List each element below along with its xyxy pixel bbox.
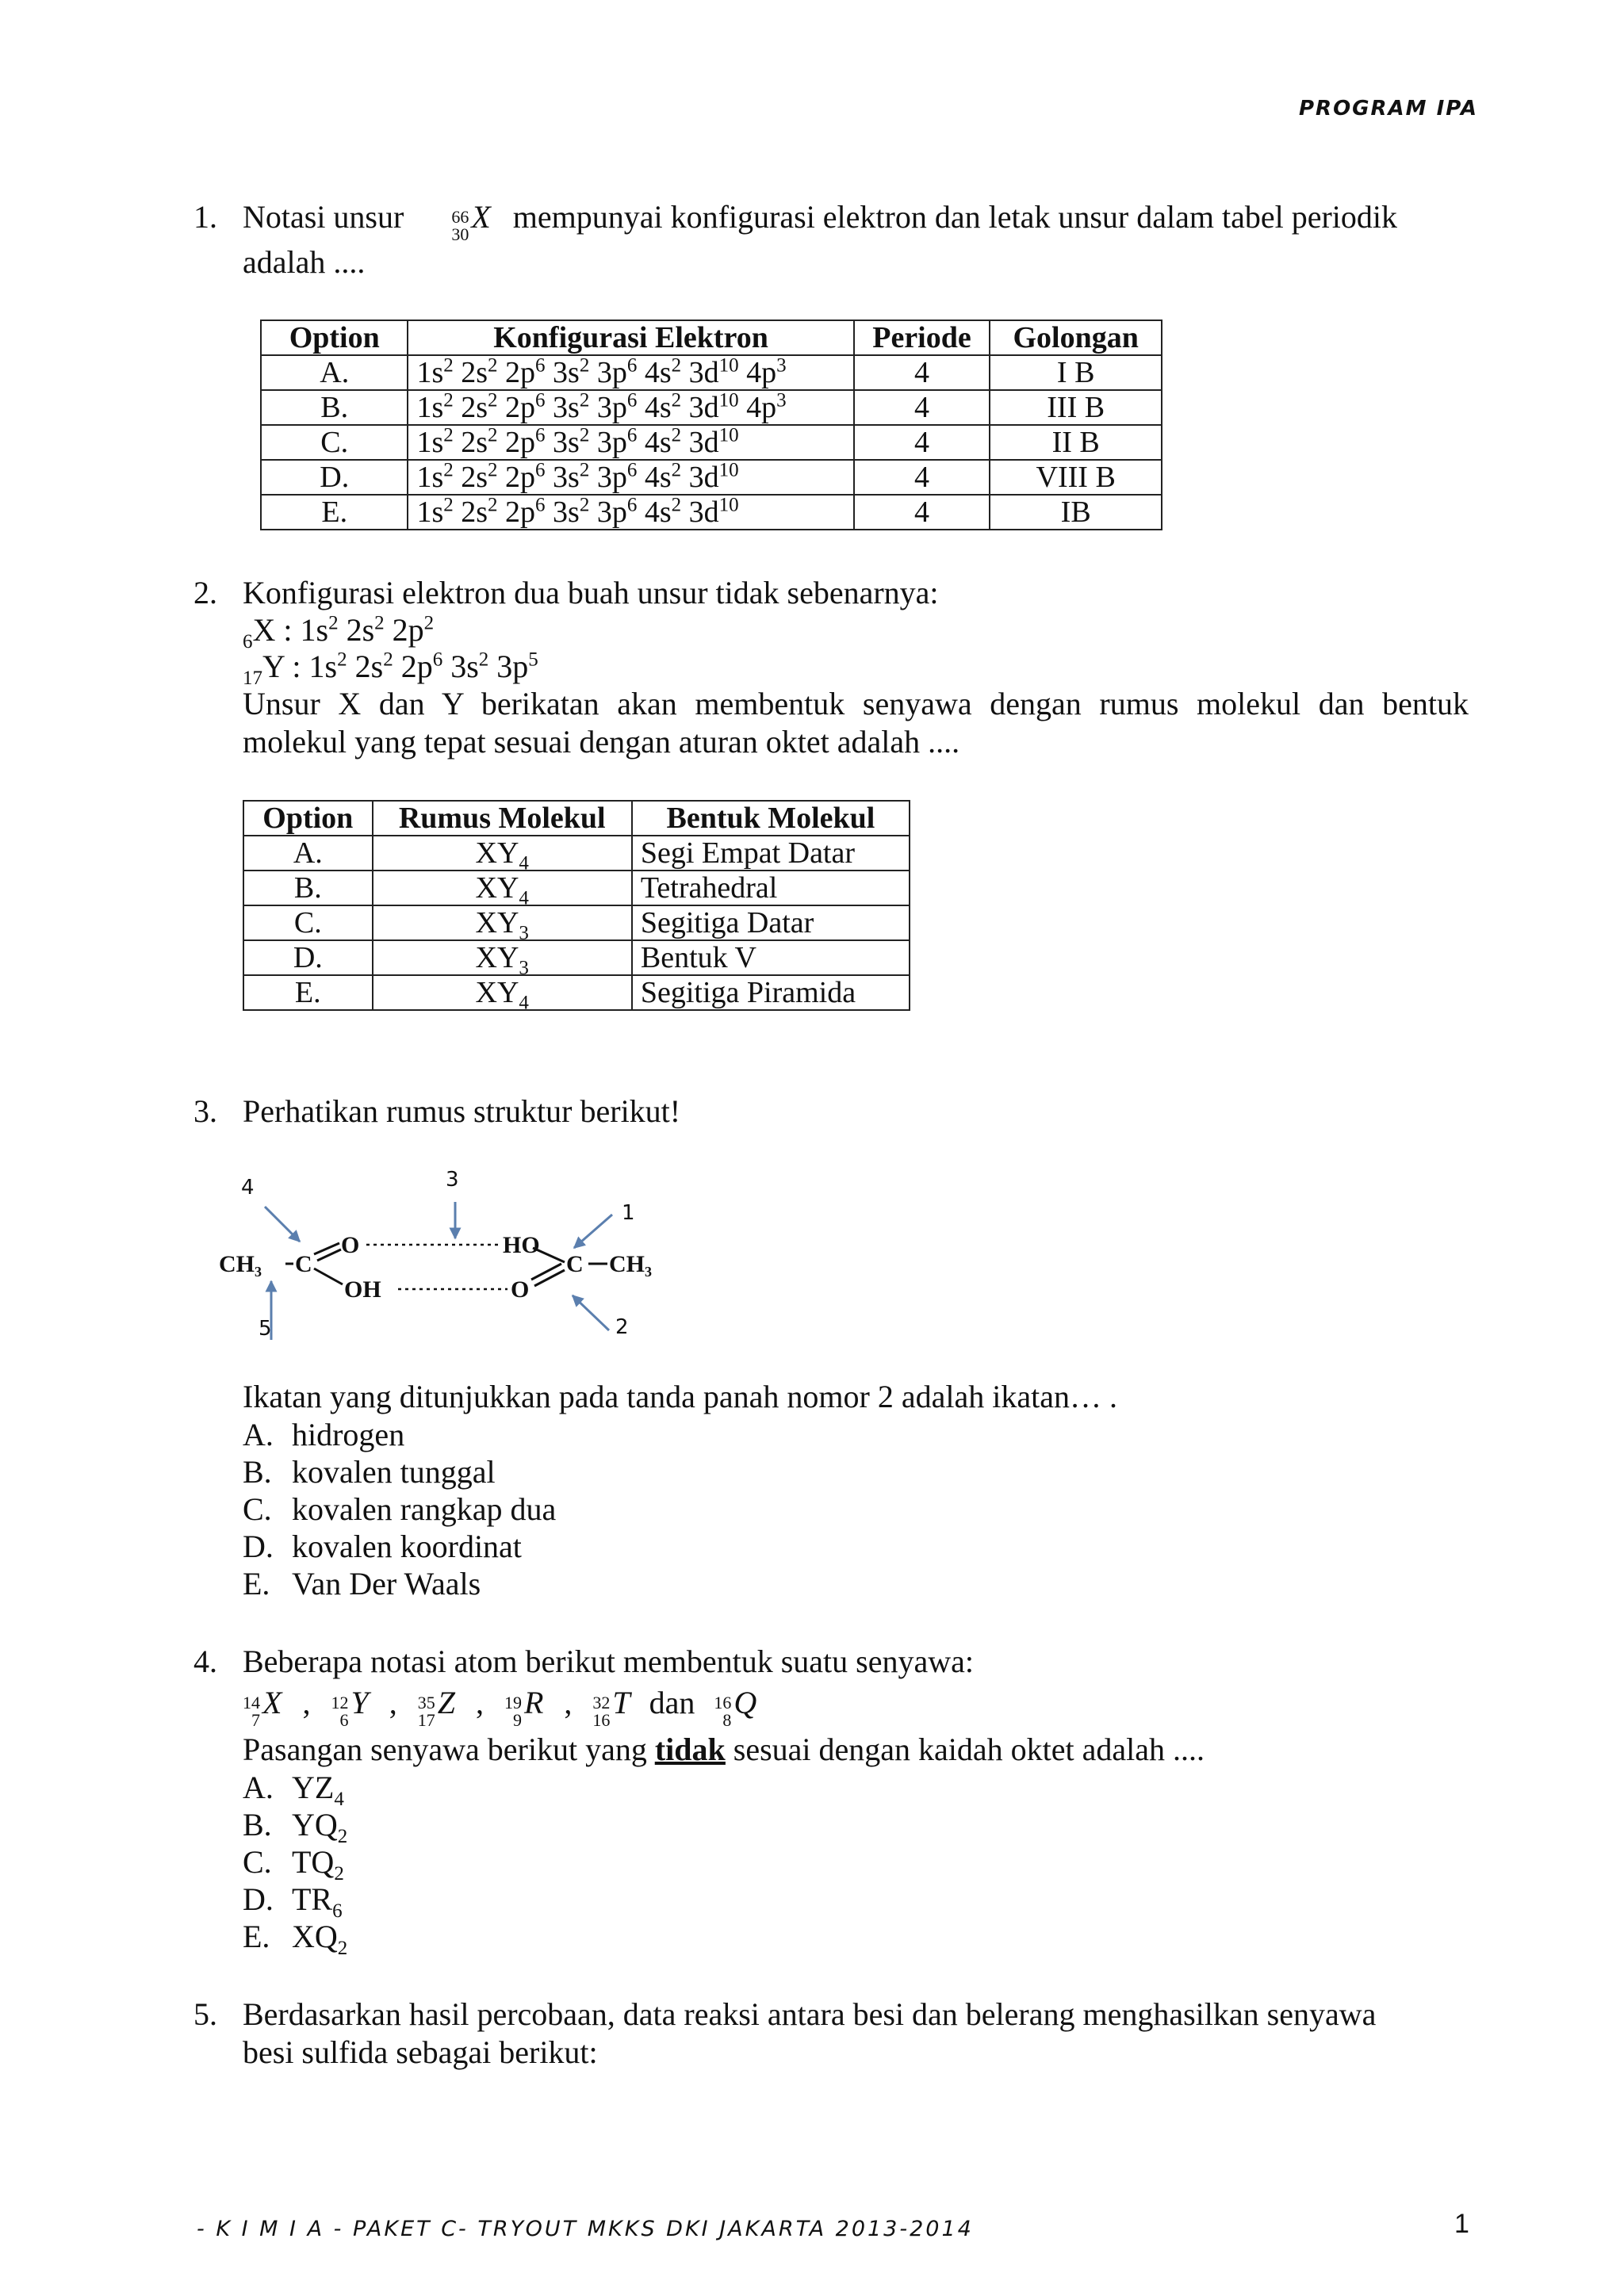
q2-table-header [243, 801, 910, 836]
atom-z: 17 [417, 1710, 435, 1730]
right-ho-label: HO [503, 1232, 540, 1258]
option-cell: C. [243, 905, 373, 940]
q4-option-e [243, 1918, 348, 1959]
atom-mass: 19 [504, 1693, 522, 1712]
option-label: D. [243, 1529, 274, 1564]
q2-col-option: Option [243, 801, 373, 836]
bentuk-cell: Bentuk V [632, 940, 910, 975]
atom-dan: dan [649, 1685, 695, 1720]
structure-figure [208, 1165, 676, 1348]
q1-pre: Notasi unsur [243, 199, 404, 235]
option-cell: B. [261, 390, 408, 425]
table-row [243, 975, 910, 1010]
q4-option-a [243, 1769, 347, 1810]
option-cell: D. [243, 940, 373, 975]
q3-option-b [243, 1453, 556, 1490]
option-label: C. [243, 1491, 272, 1527]
golongan-cell: IB [990, 495, 1162, 530]
config-cell: $1s^2$ $2s^2$ $2p^6$ $3s^2$ $3p^6$ $4s^2$ $3d^{10}$ $4p^3$ [408, 390, 853, 425]
left-o-label: O [341, 1232, 360, 1258]
formula-subscript: 2 [337, 1826, 348, 1847]
q3-question: Ikatan yang ditunjukkan pada tanda panah nomor 2 adalah ikatan… . [243, 1379, 1117, 1414]
atom-symbol: Q [733, 1685, 757, 1720]
atom-z: 8 [722, 1710, 732, 1730]
option-label: E. [243, 1919, 270, 1954]
atom-z [418, 1684, 455, 1729]
table-row [261, 495, 1162, 530]
q1-col-golongan: Golongan [990, 320, 1162, 355]
atom-symbol: R [523, 1685, 544, 1720]
atom-mass: 35 [417, 1693, 435, 1712]
atom-z: 16 [592, 1710, 611, 1730]
q1-col-periode: Periode [854, 320, 990, 355]
left-oh-label: OH [344, 1276, 381, 1303]
option-cell: C. [261, 425, 408, 460]
atom-separator: , [564, 1685, 573, 1720]
q1-table-header [261, 320, 1162, 355]
q4-option-c [243, 1843, 347, 1885]
q4-number: 4. [193, 1644, 217, 1679]
atom-z: 6 [339, 1710, 349, 1730]
q1-number: 1. [193, 199, 217, 235]
atom-symbol: Z [437, 1685, 455, 1720]
formula-base: YZ [292, 1770, 335, 1805]
atom-symbol: X [262, 1685, 282, 1720]
q2-y-config: $_{17}$Y : $1s^2$ $2s^2$ $2p^6$ $3s^2$ $3p^5$ [243, 649, 538, 689]
q2-col-bentuk: Bentuk Molekul [632, 801, 910, 836]
q1-table [260, 320, 1162, 530]
option-text: kovalen koordinat [292, 1529, 522, 1564]
q4-option-b [243, 1806, 348, 1847]
q5-text-line2: besi sulfida sebagai berikut: [243, 2034, 598, 2070]
formula-base: TR [292, 1881, 333, 1917]
arrow-label-2: 2 [615, 1315, 629, 1339]
atom-separator: , [475, 1685, 484, 1720]
bond-c-o-double-right-a [534, 1270, 565, 1286]
config-cell: $1s^2$ $2s^2$ $2p^6$ $3s^2$ $3p^6$ $4s^2$ $3d^{10}$ [408, 495, 853, 530]
page-footer: - K I M I A - PAKET C- TRYOUT MKKS DKI JAKARTA 2013-2014 [197, 2217, 974, 2241]
golongan-cell: I B [990, 355, 1162, 390]
option-cell: A. [261, 355, 408, 390]
q4-question-emphasis: tidak [654, 1732, 726, 1767]
right-o-label: O [511, 1276, 530, 1303]
q1-iso-symbol: X [471, 199, 491, 235]
table-row [261, 425, 1162, 460]
q5-text-line1: Berdasarkan hasil percobaan, data reaksi antara besi dan belerang menghasilkan senyawa [243, 1996, 1377, 2032]
periode-cell: 4 [854, 390, 990, 425]
table-row [243, 836, 910, 871]
golongan-cell: III B [990, 390, 1162, 425]
q4-question-post: sesuai dengan kaidah oktet adalah .... [733, 1732, 1205, 1767]
q4-option-list [243, 1769, 348, 1959]
atom-symbol: Y [350, 1685, 369, 1720]
right-ch3-label [609, 1251, 652, 1280]
bonds [285, 1243, 607, 1286]
q3-option-c [243, 1490, 556, 1528]
atom-mass: 14 [243, 1693, 260, 1712]
q4-option-d [243, 1881, 347, 1922]
q4-atoms [243, 1684, 756, 1729]
hydrogen-bonds [366, 1245, 508, 1289]
q3-option-a [243, 1416, 556, 1453]
left-ch3-label [219, 1251, 262, 1280]
q1-text-line2: adalah .... [243, 244, 366, 280]
option-cell: D. [261, 460, 408, 495]
q1-col-konfigurasi: Konfigurasi Elektron [408, 320, 853, 355]
q2-number: 2. [193, 575, 217, 610]
q1-text [243, 198, 1397, 243]
left-ch3-sub: 3 [255, 1264, 262, 1280]
q1-post: mempunyai konfigurasi elektron dan letak unsur dalam tabel periodik [512, 199, 1397, 235]
q3-option-e [243, 1565, 556, 1602]
option-text: hidrogen [292, 1417, 405, 1452]
bentuk-cell: Segitiga Datar [632, 905, 910, 940]
arrow-1 [574, 1215, 612, 1248]
atom-y [331, 1684, 368, 1729]
arrow-2 [573, 1295, 609, 1330]
formula-subscript: 6 [332, 1900, 343, 1922]
right-c-label: C [566, 1251, 584, 1277]
q1-iso-mass: 66 [451, 207, 469, 227]
golongan-cell: II B [990, 425, 1162, 460]
atom-separator: , [389, 1685, 397, 1720]
q4-question-pre: Pasangan senyawa berikut yang [243, 1732, 647, 1767]
bond-c-o-double-right-b [531, 1264, 561, 1280]
periode-cell: 4 [854, 495, 990, 530]
right-ch3-base: CH [609, 1251, 645, 1277]
q2-table [243, 800, 910, 1014]
option-label: E. [243, 1566, 270, 1601]
arrow-label-3: 3 [446, 1168, 459, 1192]
q3-option-d [243, 1528, 556, 1565]
formula-subscript: 4 [334, 1789, 344, 1810]
option-cell: E. [243, 975, 373, 1010]
q3-number: 3. [193, 1093, 217, 1129]
table-row [243, 940, 910, 975]
left-c-label: C [295, 1251, 312, 1277]
bentuk-cell: Segitiga Piramida [632, 975, 910, 1010]
q3-option-list [243, 1416, 556, 1602]
q2-text: Konfigurasi elektron dua buah unsur tidak sebenarnya: [243, 575, 939, 610]
table-row [243, 905, 910, 940]
q3-text: Perhatikan rumus struktur berikut! [243, 1093, 681, 1129]
atom-separator: , [302, 1685, 311, 1720]
arrow-4 [265, 1207, 300, 1242]
bentuk-cell: Tetrahedral [632, 871, 910, 905]
arrow-label-5: 5 [259, 1317, 272, 1341]
formula-base: XQ [292, 1919, 338, 1954]
formula-subscript: 2 [337, 1938, 348, 1959]
option-text: kovalen rangkap dua [292, 1491, 557, 1527]
arrow-label-4: 4 [241, 1176, 255, 1200]
atom-symbol: T [612, 1685, 630, 1720]
option-label: D. [243, 1881, 274, 1917]
option-cell: A. [243, 836, 373, 871]
page-number: 1 [1454, 2209, 1469, 2239]
formula-subscript: 2 [334, 1863, 344, 1885]
periode-cell: 4 [854, 355, 990, 390]
periode-cell: 4 [854, 425, 990, 460]
option-label: B. [243, 1807, 272, 1843]
config-cell: $1s^2$ $2s^2$ $2p^6$ $3s^2$ $3p^6$ $4s^2$ $3d^{10}$ $4p^3$ [408, 355, 853, 390]
rumus-cell: $XY_3$ [373, 940, 632, 975]
page-header: PROGRAM IPA [1299, 97, 1479, 121]
option-label: A. [243, 1770, 274, 1805]
option-text: Van Der Waals [292, 1566, 481, 1601]
q2-body-line1: Unsur X dan Y berikatan akan membentuk senyawa dengan rumus molekul dan bentuk [243, 686, 1469, 721]
atom-mass: 32 [592, 1693, 611, 1712]
option-formula [292, 1881, 343, 1922]
config-cell: $1s^2$ $2s^2$ $2p^6$ $3s^2$ $3p^6$ $4s^2$ $3d^{10}$ [408, 425, 853, 460]
bentuk-cell: Segi Empat Datar [632, 836, 910, 871]
option-formula [292, 1918, 348, 1959]
option-formula [292, 1843, 344, 1885]
option-cell: E. [261, 495, 408, 530]
q2-col-rumus: Rumus Molekul [373, 801, 632, 836]
option-formula [292, 1769, 344, 1810]
atom-q [714, 1684, 756, 1729]
atom-z: 9 [512, 1710, 522, 1730]
rumus-cell: $XY_4$ [373, 836, 632, 871]
option-text: kovalen tunggal [292, 1454, 496, 1490]
right-ch3-sub: 3 [645, 1264, 652, 1280]
table-row [243, 871, 910, 905]
q1-col-option: Option [261, 320, 408, 355]
option-formula [292, 1806, 348, 1847]
q4-question [243, 1731, 1205, 1769]
q1-isotope [451, 198, 490, 243]
rumus-cell: $XY_4$ [373, 975, 632, 1010]
table-row [261, 460, 1162, 495]
q4-text: Beberapa notasi atom berikut membentuk suatu senyawa: [243, 1644, 974, 1679]
atom-z: 7 [251, 1710, 260, 1730]
q2-x-config: $_6$X : $1s^2$ $2s^2$ $2p^2$ [243, 612, 435, 652]
atom-mass: 16 [714, 1693, 732, 1712]
rumus-cell: $XY_3$ [373, 905, 632, 940]
periode-cell: 4 [854, 460, 990, 495]
q5-number: 5. [193, 1996, 217, 2032]
formula-base: YQ [292, 1807, 338, 1843]
left-ch3-base: CH [219, 1251, 255, 1277]
golongan-cell: VIII B [990, 460, 1162, 495]
formula-base: TQ [292, 1844, 335, 1880]
arrow-label-1: 1 [622, 1201, 635, 1225]
table-row [261, 390, 1162, 425]
option-label: C. [243, 1844, 272, 1880]
atom-x [243, 1684, 282, 1729]
bond-c-oh-left [314, 1269, 343, 1284]
table-row [261, 355, 1162, 390]
atom-mass: 12 [331, 1693, 349, 1712]
config-cell: $1s^2$ $2s^2$ $2p^6$ $3s^2$ $3p^6$ $4s^2$ $3d^{10}$ [408, 460, 853, 495]
option-cell: B. [243, 871, 373, 905]
atom-t [592, 1684, 630, 1729]
q1-iso-z: 30 [451, 224, 469, 244]
q2-body-line2: molekul yang tepat sesuai dengan aturan oktet adalah .... [243, 724, 960, 760]
atom-r [504, 1684, 543, 1729]
rumus-cell: $XY_4$ [373, 871, 632, 905]
option-label: B. [243, 1454, 272, 1490]
option-label: A. [243, 1417, 274, 1452]
